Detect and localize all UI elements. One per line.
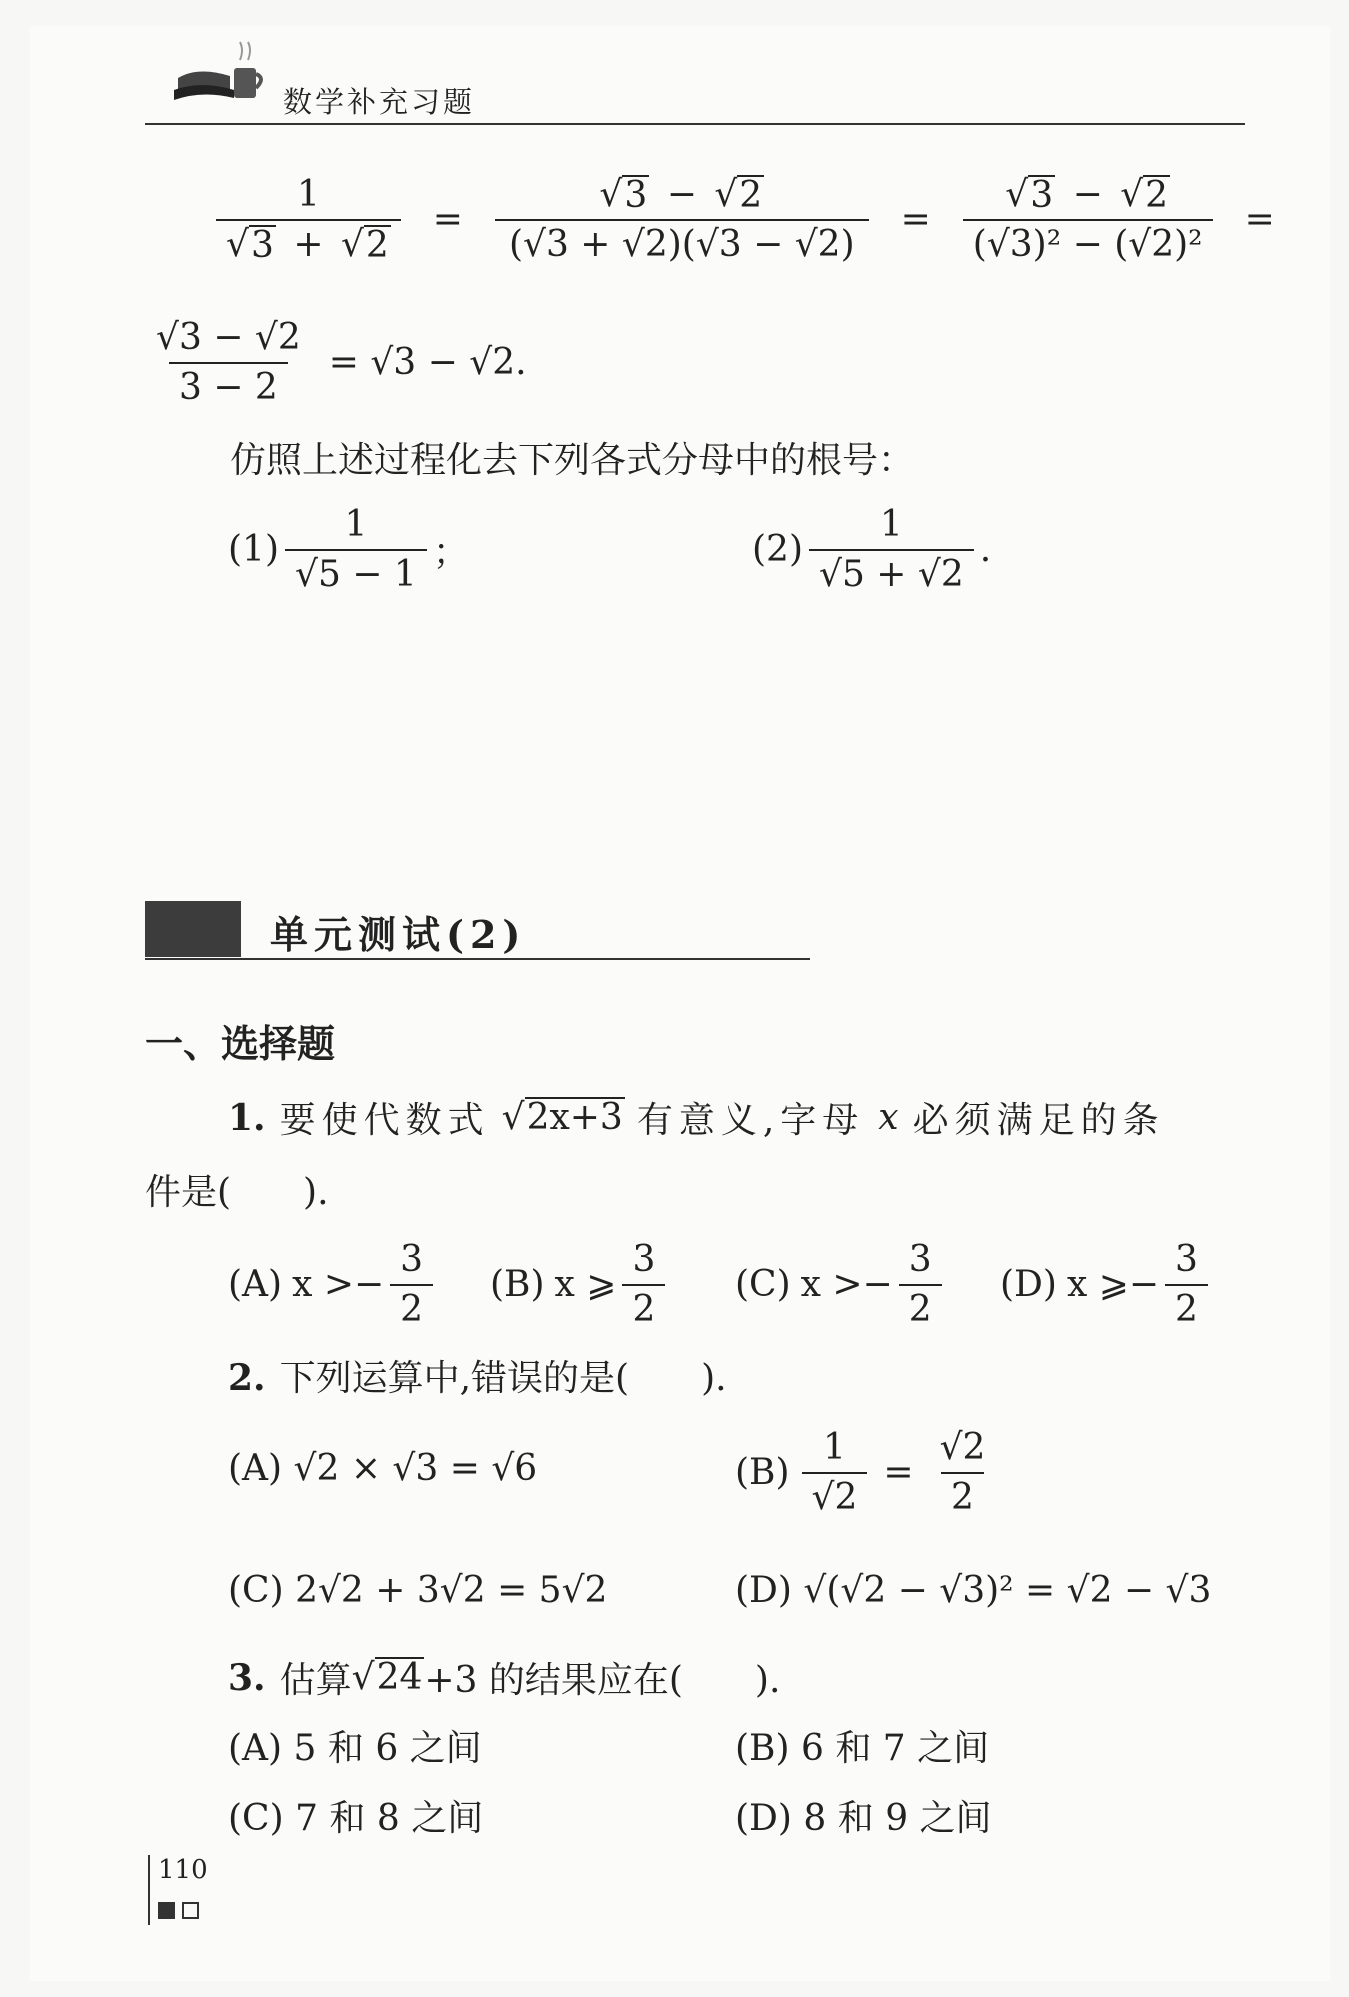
equals-sign: = <box>883 1452 914 1494</box>
option-label: (B) <box>490 1264 545 1306</box>
radicand: 3 <box>250 224 274 266</box>
question-2-stem <box>228 1350 727 1401</box>
exercise-2-fraction <box>809 505 974 594</box>
question-3-number: 3. <box>228 1656 266 1699</box>
exercise-1-numerator: 1 <box>344 504 368 545</box>
question-2-option-c[interactable]: (C) 2√2 + 3√2 = 5√2 <box>228 1570 608 1611</box>
fraction-3 <box>963 175 1213 264</box>
option-relation: x >− <box>292 1264 385 1306</box>
question-3-stem: 3. 估算 √ 24 +3 的结果应在( ). <box>228 1652 780 1703</box>
question-2-number: 2. <box>228 1357 266 1399</box>
heading-divider <box>145 958 810 960</box>
filled-square-icon <box>158 1902 175 1919</box>
fraction-2-denominator: (√3 + √2)(√3 − √2) <box>495 219 869 265</box>
equals-sign: = <box>1244 199 1275 241</box>
exercise-2-label: (2) <box>752 529 803 571</box>
option-denominator: 2 <box>622 1284 665 1330</box>
fraction-1-denominator: √ 3 + √ 2 <box>216 219 401 265</box>
option-relation: x >− <box>800 1264 893 1306</box>
question-1-text: 要使代数式 <box>279 1100 490 1141</box>
operator: − <box>666 174 697 215</box>
intro-result: = √3 − √2. <box>328 342 527 384</box>
question-1-option-a[interactable] <box>228 1240 439 1329</box>
exercise-1-denominator: √5 − 1 <box>285 549 427 595</box>
page-number-bar <box>148 1855 150 1925</box>
option-label: (A) <box>228 1264 283 1306</box>
question-3-option-b[interactable]: (B) 6 和 7 之间 <box>735 1728 990 1769</box>
exercise-1 <box>228 505 469 594</box>
option-numerator: 3 <box>400 1239 424 1280</box>
question-3-text: 估算 <box>279 1660 352 1701</box>
fraction-2 <box>495 175 869 264</box>
question-1-text: 必须满足的条 <box>912 1100 1165 1141</box>
option-label: (B) <box>735 1452 790 1494</box>
fraction-4 <box>146 318 311 407</box>
exercise-1-fraction <box>285 505 427 594</box>
question-2-option-d[interactable]: (D) √(√2 − √3)² = √2 − √3 <box>735 1570 1212 1611</box>
intro-equation-line-2 <box>140 318 527 407</box>
radicand: 3 <box>624 175 648 216</box>
unit-heading: 单元测试(2) <box>270 912 527 957</box>
radicand: 3 <box>1030 175 1054 216</box>
header-title: 数学补充习题 <box>283 85 476 119</box>
option-label: (C) <box>735 1264 791 1306</box>
option-denominator: 2 <box>1165 1284 1208 1330</box>
question-1-option-b[interactable] <box>490 1240 671 1329</box>
question-1-option-d[interactable] <box>1000 1240 1214 1329</box>
option-numerator: 1 <box>823 1427 846 1468</box>
fraction-1-numerator: 1 <box>296 174 320 215</box>
exercise-2-denominator: √5 + √2 <box>809 549 974 595</box>
header-divider <box>145 123 1245 125</box>
radicand: 2 <box>1145 175 1169 216</box>
exercise-2-numerator: 1 <box>879 504 903 545</box>
intro-equation-line-1 <box>210 175 1301 264</box>
question-1-text: 有意义,字母 <box>636 1100 865 1141</box>
empty-square-icon <box>182 1902 199 1919</box>
operator: − <box>1072 174 1103 215</box>
question-3-option-d[interactable]: (D) 8 和 9 之间 <box>735 1798 992 1839</box>
option-denominator: 2 <box>941 1472 984 1518</box>
operator: + <box>293 223 324 265</box>
option-relation: x ⩾ <box>554 1264 617 1306</box>
exercise-2 <box>752 505 991 594</box>
book-cup-logo-icon <box>168 38 268 118</box>
radicand: 2 <box>739 175 763 216</box>
question-2-option-b[interactable] <box>735 1428 1001 1517</box>
exercise-1-end: ； <box>432 532 469 574</box>
question-1-stem-cont: 件是( ). <box>145 1172 329 1213</box>
fraction-4-denominator: 3 − 2 <box>169 362 288 408</box>
exercise-1-label: (1) <box>228 529 279 571</box>
question-3-text: +3 的结果应在( ). <box>424 1660 781 1701</box>
question-2-text: 下列运算中,错误的是( ). <box>279 1358 727 1399</box>
fraction-3-denominator: (√3)² − (√2)² <box>963 219 1213 265</box>
fraction-3-numerator: √ 3 − √ 2 <box>1005 174 1169 216</box>
page-number: 110 <box>158 1855 208 1885</box>
option-numerator: 3 <box>1175 1239 1198 1280</box>
fraction-4-numerator: √3 − √2 <box>156 317 301 358</box>
instruction-text: 仿照上述过程化去下列各式分母中的根号： <box>230 440 915 481</box>
heading-block <box>145 901 241 957</box>
section-title: 一、选择题 <box>145 1021 336 1066</box>
question-3-option-c[interactable]: (C) 7 和 8 之间 <box>228 1798 484 1839</box>
option-denominator: √2 <box>802 1472 868 1518</box>
exercise-2-end: . <box>979 529 992 571</box>
question-1-option-c[interactable] <box>735 1240 948 1329</box>
option-denominator: 2 <box>899 1284 942 1330</box>
radicand: 2 <box>365 224 389 266</box>
option-numerator: 3 <box>908 1239 932 1280</box>
equals-sign: = <box>432 199 463 241</box>
question-3-option-a[interactable]: (A) 5 和 6 之间 <box>228 1728 482 1769</box>
question-1-radicand: 2x+3 <box>526 1097 623 1138</box>
question-2-option-a[interactable]: (A) √2 × √3 = √6 <box>228 1448 538 1489</box>
option-denominator: 2 <box>390 1284 433 1330</box>
question-1-stem: 1. 要使代数式 √ 2x+3 有意义,字母 x 必须满足的条 <box>228 1092 1165 1143</box>
option-relation: x ⩾− <box>1066 1264 1160 1306</box>
fraction-1 <box>216 175 401 264</box>
question-1-variable: x <box>878 1097 899 1138</box>
fraction-2-numerator: √ 3 − √ 2 <box>599 174 763 216</box>
equals-sign: = <box>900 199 931 241</box>
option-numerator: √2 <box>939 1427 986 1468</box>
question-1-number: 1. <box>228 1096 266 1139</box>
question-3-radicand: 24 <box>376 1657 423 1698</box>
option-label: (D) <box>1000 1264 1057 1306</box>
option-numerator: 3 <box>632 1239 656 1280</box>
